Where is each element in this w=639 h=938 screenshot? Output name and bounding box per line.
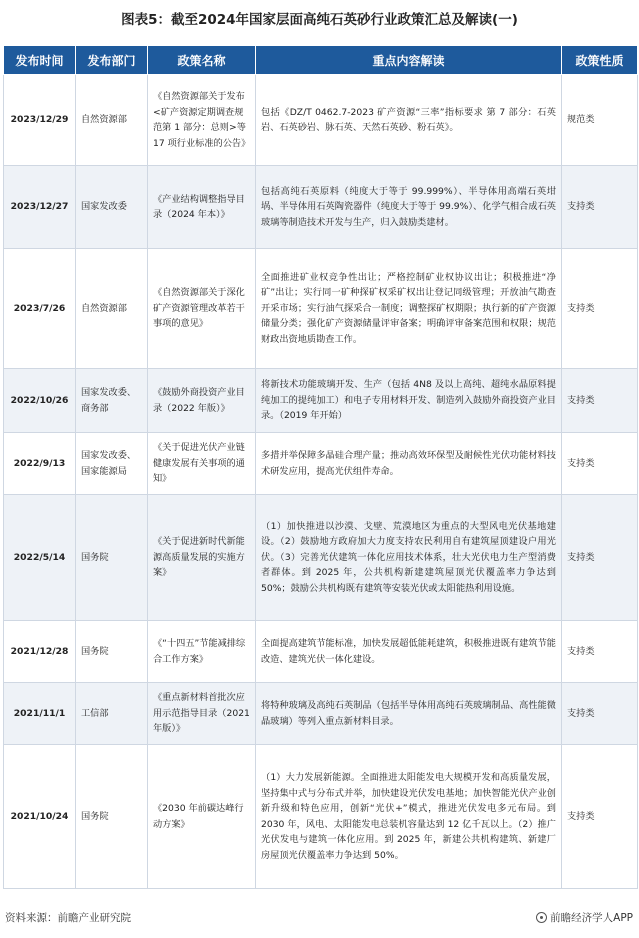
cell-date: 2023/12/29 [4,75,76,166]
table-row [4,745,638,889]
cell-nature: 规范类 [562,75,638,166]
cell-dept: 国家发改委、商务部 [76,369,148,433]
cell-content: 全面提高建筑节能标准，加快发展超低能耗建筑，积极推进既有建筑节能改造、建筑光伏一体化建设。 [256,621,562,683]
cell-date: 2021/10/24 [4,745,76,889]
page-title: 图表5：截至2024年国家层面高纯石英砂行业政策汇总及解读(一) [121,12,518,28]
cell-date: 2022/10/26 [4,369,76,433]
cell-name: 《重点新材料首批次应用示范指导目录（2021 年版）》 [148,683,256,745]
header-content: 重点内容解读 [256,46,562,75]
table-row [4,166,638,249]
header-nature: 政策性质 [562,46,638,75]
cell-content: 多措并举保障多晶硅合理产量；推动高效环保型及耐候性光伏功能材料技术研发应用，提高光伏组件寿命。 [256,433,562,495]
cell-nature: 支持类 [562,249,638,369]
cell-nature: 支持类 [562,745,638,889]
cell-content: 全面推进矿业权竞争性出让；严格控制矿业权协议出让；积极推进“净矿”出让；实行同一矿种探矿权采矿权出让登记同级管理；开放油气勘查开采市场；实行油气探采合一制度；调整探矿权期限；执行新的矿产资源储量分类；强化矿产资源储量评审备案；明确评审备案范围和权限；规范财政出资地质勘查工作。 [256,249,562,369]
cell-name: 《“十四五”节能减排综合工作方案》 [148,621,256,683]
table-row [4,369,638,433]
brand-credit [536,910,633,925]
cell-dept: 自然资源部 [76,249,148,369]
cell-content: （1）加快推进以沙漠、戈壁、荒漠地区为重点的大型风电光伏基地建设。（2）鼓励地方政府加大力度支持农民利用自有建筑屋顶建设户用光伏。（3）完善光伏建筑一体化应用技术体系，壮大光伏电力生产型消费者群体。到 2025 年，公共机构新建建筑屋顶光伏覆盖率力争达到 50%；鼓励公共机构既有建筑等安装光伏或太阳能热利用设施。 [256,495,562,621]
cell-dept: 国务院 [76,621,148,683]
cell-date: 2023/7/26 [4,249,76,369]
cell-dept: 自然资源部 [76,75,148,166]
cell-content: 包括《DZ/T 0462.7-2023 矿产资源“三率”指标要求 第 7 部分：石英岩、石英砂岩、脉石英、天然石英砂、粉石英》。 [256,75,562,166]
cell-name: 《产业结构调整指导目录（2024 年本）》 [148,166,256,249]
cell-dept: 国务院 [76,495,148,621]
cell-date: 2022/9/13 [4,433,76,495]
cell-name: 《2030 年前碳达峰行动方案》 [148,745,256,889]
table-row [4,433,638,495]
source-note: 资料来源：前瞻产业研究院 [5,912,131,924]
header-name: 政策名称 [148,46,256,75]
cell-date: 2022/5/14 [4,495,76,621]
cell-content: 包括高纯石英原料（纯度大于等于 99.999%）、半导体用高端石英坩埚、半导体用石英陶瓷器件（纯度大于等于 99.9%）、化学气相合成石英玻璃等制造技术开发与生产，归入鼓励类建材。 [256,166,562,249]
cell-content: 将新技术功能玻璃开发、生产（包括 4N8 及以上高纯、超纯水晶原料提纯加工的提纯加工）和电子专用材料开发、制造列入鼓励外商投资产业目录。（2019 年开始） [256,369,562,433]
table-row [4,75,638,166]
cell-nature: 支持类 [562,495,638,621]
cell-name: 《关于促进新时代新能源高质量发展的实施方案》 [148,495,256,621]
cell-dept: 国家发改委、国家能源局 [76,433,148,495]
header-dept: 发布部门 [76,46,148,75]
cell-nature: 支持类 [562,369,638,433]
cell-dept: 工信部 [76,683,148,745]
cell-nature: 支持类 [562,166,638,249]
policy-table [3,45,638,889]
cell-date: 2021/11/1 [4,683,76,745]
cell-name: 《自然资源部关于深化矿产资源管理改革若干事项的意见》 [148,249,256,369]
table-header-row [4,46,638,75]
brand-label: 前瞻经济学人APP [550,912,633,924]
table-row [4,621,638,683]
cell-nature: 支持类 [562,433,638,495]
cell-name: 《鼓励外商投资产业目录（2022 年版）》 [148,369,256,433]
cell-nature: 支持类 [562,683,638,745]
header-date: 发布时间 [4,46,76,75]
cell-nature: 支持类 [562,621,638,683]
table-row [4,495,638,621]
cell-date: 2023/12/27 [4,166,76,249]
cell-name: 《自然资源部关于发布<矿产资源定期调查规范第 1 部分：总则>等 17 项行业标准的公告》 [148,75,256,166]
table-row [4,683,638,745]
cell-content: 将特种玻璃及高纯石英制品（包括半导体用高纯石英玻璃制品、高性能微晶玻璃）等列入重点新材料目录。 [256,683,562,745]
cell-content: （1）大力发展新能源。全面推进太阳能发电大规模开发和高质量发展，坚持集中式与分布式并举，加快建设光伏发电基地；加快智能光伏产业创新升级和特色应用，创新“光伏+”模式，推进光伏发电多元布局。到 2030 年，风电、太阳能发电总装机容量达到 12 亿千瓦以上。（2）推广光伏发电与建筑一体化应用。到 2025 年，新建公共机构建筑、新建厂房屋顶光伏覆盖率力争达到 50%。 [256,745,562,889]
table-row [4,249,638,369]
cell-dept: 国务院 [76,745,148,889]
app-logo-icon [536,912,547,923]
cell-name: 《关于促进光伏产业链健康发展有关事项的通知》 [148,433,256,495]
cell-date: 2021/12/28 [4,621,76,683]
cell-dept: 国家发改委 [76,166,148,249]
